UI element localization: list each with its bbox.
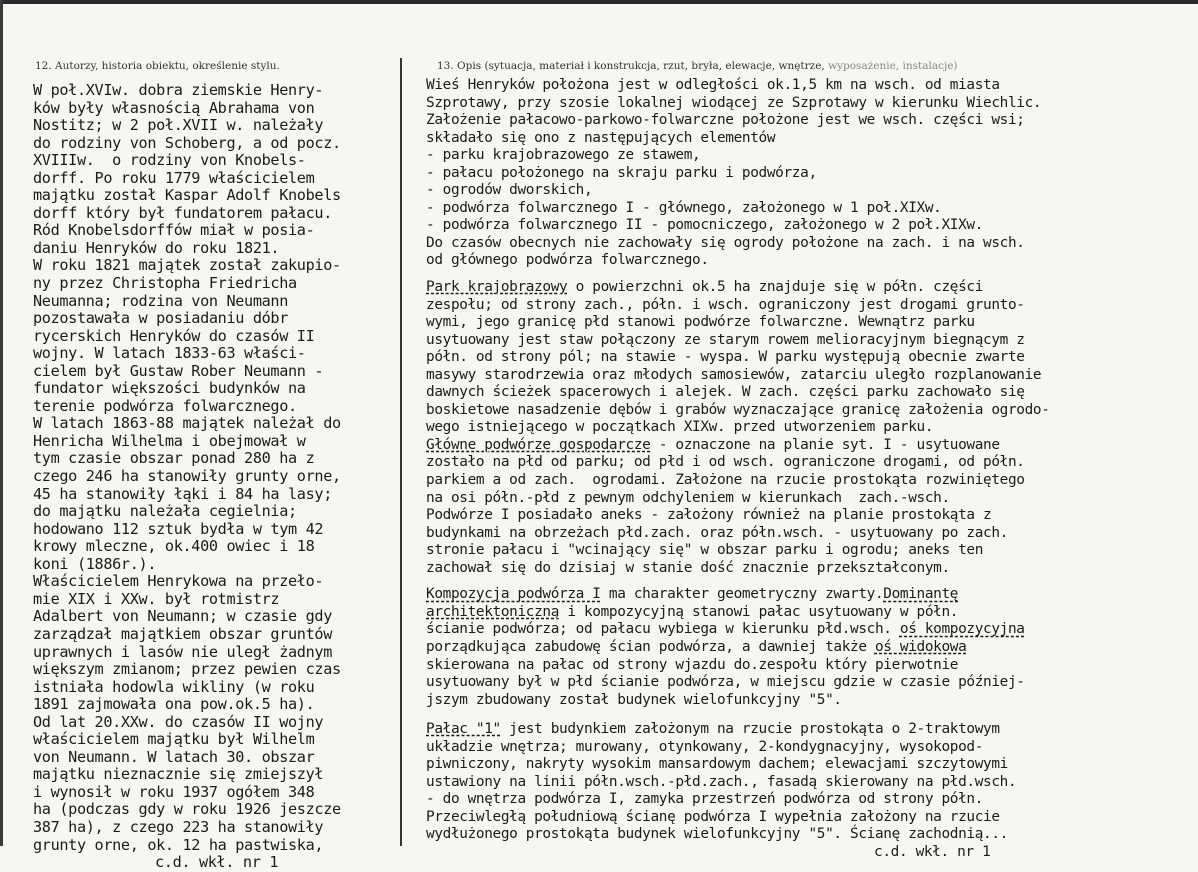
history-text-line: W latach 1863-88 majątek należał do: [33, 414, 341, 433]
intro-text-line: Do czasów obecnych nie zachowały się ogrody położone na zach. i na wsch.: [426, 234, 1025, 251]
history-text-line: pozostawała w posiadaniu dóbr: [33, 309, 289, 328]
dominant-term: Dominantę: [883, 586, 959, 603]
intro-text-line: składało się ono z następujących elementów: [426, 129, 776, 146]
history-text-line: mie XIX i XXw. był rotmistrz: [33, 589, 280, 608]
history-text-line: istniała hodowla wikliny (w roku: [33, 677, 315, 696]
courtyard-text-line: stronie pałacu i "wcinający się" w obszar parku i ogrodu; aneks ten: [426, 542, 984, 559]
palace-lines: [426, 739, 1196, 844]
history-text-line: krowy mleczne, ok.400 owiec i 18: [33, 537, 315, 556]
palace-first-line: [426, 721, 1196, 739]
courtyard-lines: [426, 454, 1196, 577]
page-left-edge: [0, 0, 3, 846]
palace-text-line: piwniczony, nakryty wysokim mansardowym dachem; elewacjami szczytowymi: [426, 756, 1008, 773]
park-text-line: wymi, jego granicę płd stanowi podwórze folwarczne. Wewnątrz parku: [426, 314, 975, 331]
history-column: [33, 82, 403, 872]
history-text-line: czego 246 ha stanowiły grunty orne,: [33, 467, 341, 486]
intro-text-line: - podwórza folwarcznego II - pomocniczego, założonego w 2 poł.XIXw.: [426, 217, 984, 234]
history-text-line: koni (1886r.).: [33, 554, 157, 573]
history-text-line: i wynosił w roku 1937 ogółem 348: [33, 782, 315, 801]
composition-text-line: skierowana na pałac od strony wjazdu do.zespołu który pierwotnie: [426, 656, 959, 673]
courtyard-text-line: Podwórze I posiadało aneks - założony również na planie prostokąta z: [426, 507, 992, 524]
composition-term: Kompozycja podwórza I: [426, 586, 601, 603]
history-text-line: W roku 1821 majątek został zakupio-: [33, 256, 341, 275]
history-text-line: ha (podczas gdy w roku 1926 jeszcze: [33, 800, 341, 819]
courtyard-text-line: na osi półn.-płd z pewnym odchyleniem w kierunkach zach.-wsch.: [426, 489, 950, 506]
history-text-line: Właścicielem Henrykowa na przeło-: [33, 572, 324, 591]
composition-line-3-pre: ścianie podwórza; od pałacu wybiega w kierunku płd.wsch.: [426, 621, 900, 638]
composition-line-2-rest: i kompozycyjną stanowi pałac usytuowany w półn.: [559, 603, 959, 620]
intro-text-line: Szprotawy, przy szosie lokalnej wiodącej ze Szprotawy w kierunku Wiechlic.: [426, 94, 1042, 111]
composition-line-4-pre: porządkująca zabudowę ścian podwórza, a dawniej także: [426, 638, 875, 655]
park-text-line: usytuowany jest staw połączony ze starym rowem melioracyjnym biegnącym z: [426, 331, 1025, 348]
history-text-line: Neumanna; rodzina von Neumann: [33, 291, 289, 310]
history-text-line: wojny. W latach 1833-63 właści-: [33, 344, 306, 363]
history-text-line: rycerskich Henryków do czasów II: [33, 326, 315, 345]
history-text-line: większym zmianom; przez pewien czas: [33, 660, 341, 679]
park-term: Park krajobrazowy: [426, 279, 568, 296]
composition-paragraph: [426, 586, 1196, 709]
right-continuation-note: c.d. wkł. nr 1: [874, 843, 991, 860]
park-text-line: boskietowe nasadzenie dębów i grabów wyznaczające granicę założenia ogrodo-: [426, 401, 1050, 418]
courtyard-text-line: parkiem a od zach. ogrodami. Założone na rzucie prostokąta rozwiniętego: [426, 472, 1025, 489]
history-text-line: daniu Henryków do roku 1821.: [33, 238, 280, 257]
intro-text-line: Założenie pałacowo-parkowo-folwarczne położone jest we wsch. części wsi;: [426, 112, 1025, 129]
history-text-line: Ród Knobelsdorffów miał w posia-: [33, 221, 315, 240]
park-text-line: wego istniejącego w początkach XIXw. przed utworzeniem parku.: [426, 419, 934, 436]
history-text-line: W poł.XVIw. dobra ziemskie Henry-: [33, 81, 324, 99]
intro-text-line: - podwórza folwarcznego I - głównego, założonego w 1 poł.XIXw.: [426, 199, 942, 216]
palace-text-line: ustawiony na linii półn.wsch.-płd.zach., fasadą skierowany na płd.wsch.: [426, 773, 1017, 790]
history-text-line: do rodziny von Schoberg, a od pocz.: [33, 133, 341, 152]
right-header-faint: wyposażenie, instalacje): [828, 60, 958, 72]
palace-text-line: - do wnętrza podwórza I, zamyka przestrzeń podwórza od strony półn.: [426, 791, 984, 808]
park-text-line: masywy starodrzewia oraz młodych samosiewów, zatarciu uległo rozplanowanie: [426, 366, 1042, 383]
intro-paragraph: [426, 77, 1196, 270]
history-text-line: Adalbert von Neumann; w czasie gdy: [33, 607, 332, 626]
park-first-rest: o powierzchni ok.5 ha znajduje się w półn. części: [567, 279, 984, 296]
palace-text-line: układzie wnętrza; murowany, otynkowany, 2-kondygnacyjny, wysokopod-: [426, 738, 984, 755]
history-text-line: zarządzał majątkiem obszar gruntów: [33, 624, 332, 643]
courtyard-term: Główne podwórze gospodarcze: [426, 436, 651, 453]
composition-text-line: jszym zbudowany został budynek wielofunkcyjny "5".: [426, 691, 842, 708]
history-text-line: cielem był Gustaw Rober Neumann -: [33, 361, 324, 380]
palace-paragraph: [426, 721, 1196, 844]
history-text-line: 45 ha stanowiły łąki i 84 ha lasy;: [33, 484, 332, 503]
history-text-line: do majątku należała cegielnia;: [33, 502, 297, 521]
intro-text-line: - ogrodów dworskich,: [426, 182, 593, 199]
history-text-line: Od lat 20.XXw. do czasów II wojny: [33, 712, 324, 731]
history-text-line: uprawnych i lasów nie uległ żadnym: [33, 642, 332, 661]
history-text-line: 1891 zajmowała ona pow.ok.5 ha).: [33, 695, 315, 714]
park-lines: [426, 297, 1196, 437]
history-text-line: von Neumann. W latach 30. obszar: [33, 747, 315, 766]
history-text-line: hodowano 112 sztuk bydła w tym 42: [33, 519, 324, 538]
history-text-line: XVIIIw. o rodziny von Knobels-: [33, 151, 306, 170]
park-paragraph: [426, 279, 1196, 577]
description-column: [426, 77, 1196, 862]
left-section-header: 12. Autorzy, historia obiektu, określenie stylu.: [35, 60, 280, 72]
intro-text-line: - pałacu położonego na skraju parku i podwórza,: [426, 164, 817, 181]
axis-composition-term: oś kompozycyjna: [899, 621, 1025, 638]
palace-text-line: wydłużonego prostokąta budynek wielofunkcyjny "5". Ścianę zachodnią...: [426, 826, 1008, 843]
history-text-line: Nostitz; w 2 poł.XVII w. należały: [33, 116, 324, 135]
composition-line-2: [426, 604, 1196, 622]
composition-line-4: [426, 639, 1196, 657]
courtyard-text-line: zostało na płd od parku; od płd i od wsch. ograniczone drogami, od półn.: [426, 454, 1025, 471]
courtyard-text-line: zachował się do dzisiaj w stanie dość znacznie przekształconym.: [426, 559, 950, 576]
composition-line-1-mid: ma charakter geometryczny zwarty.: [600, 586, 884, 603]
history-text-line: dorff który był fundatorem pałacu.: [33, 203, 332, 222]
history-text-line: terenie podwórza folwarcznego.: [33, 396, 297, 415]
intro-text-line: od głównego podwórza folwarcznego.: [426, 252, 709, 269]
intro-text-line: - parku krajobrazowego ze stawem,: [426, 147, 701, 164]
park-text-line: dawnych ścieżek spacerowych i alejek. W zach. części parku zachowało się: [426, 384, 1025, 401]
palace-term: Pałac "1": [426, 721, 501, 738]
park-first-line: [426, 279, 1196, 297]
history-text-line: ków były własnością Abrahama von: [33, 98, 315, 117]
composition-line-3: [426, 621, 1196, 639]
composition-text-line: usytuowany był w płd ścianie podwórza, w miejscu gdzie w czasie później-: [426, 674, 1025, 691]
axis-view-term: oś widokowa: [874, 638, 967, 655]
courtyard-text-line: budynkami na obrzeżach płd.zach. oraz półn.wsch. - usytuowany po zach.: [426, 524, 1008, 541]
page-top-edge: [0, 0, 1198, 4]
courtyard-first-line: [426, 437, 1196, 455]
history-lines: [33, 82, 403, 854]
courtyard-first-rest: - oznaczone na planie syt. I - usytuowane: [650, 436, 1000, 453]
left-continuation-note: c.d. wkł. nr 1: [155, 853, 279, 872]
intro-text-line: Wieś Henryków położona jest w odległości ok.1,5 km na wsch. od miasta: [426, 77, 1000, 93]
history-text-line: właścicielem majątku był Wilhelm: [33, 730, 315, 749]
palace-first-rest: jest budynkiem założonym na rzucie prostokąta o 2-traktowym: [500, 721, 1000, 738]
history-text-line: Henricha Wilhelma i obejmował w: [33, 431, 306, 450]
history-text-line: ny przez Christopha Friedricha: [33, 274, 297, 293]
history-text-line: majątku został Kaspar Adolf Knobels: [33, 186, 341, 205]
palace-text-line: Przeciwległą południową ścianę podwórza I wypełnia założony na rzucie: [426, 808, 1000, 825]
composition-line-1: [426, 586, 1196, 604]
history-text-line: grunty orne, ok. 12 ha pastwiska,: [33, 835, 324, 854]
history-text-line: majątku nieznacznie się zmiejszył: [33, 765, 324, 784]
history-text-line: 387 ha), z czego 223 ha stanowiły: [33, 817, 324, 836]
right-header-main: 13. Opis (sytuacja, materiał i konstrukcja, rzut, bryła, elewacje, wnętrze,: [437, 60, 825, 72]
composition-lines: [426, 657, 1196, 710]
right-section-header: [437, 60, 958, 72]
history-text-line: fundator większości budynków na: [33, 379, 306, 398]
history-text-line: tym czasie obszar ponad 280 ha z: [33, 449, 315, 468]
park-text-line: półn. od strony pól; na stawie - wyspa. W parku występują obecnie zwarte: [426, 349, 1025, 366]
park-text-line: zespołu; od strony zach., półn. i wsch. ograniczony jest drogami grunto-: [426, 296, 1025, 313]
history-text-line: dorff. Po roku 1779 właścicielem: [33, 168, 315, 187]
architectural-term: architektoniczną: [426, 603, 560, 620]
